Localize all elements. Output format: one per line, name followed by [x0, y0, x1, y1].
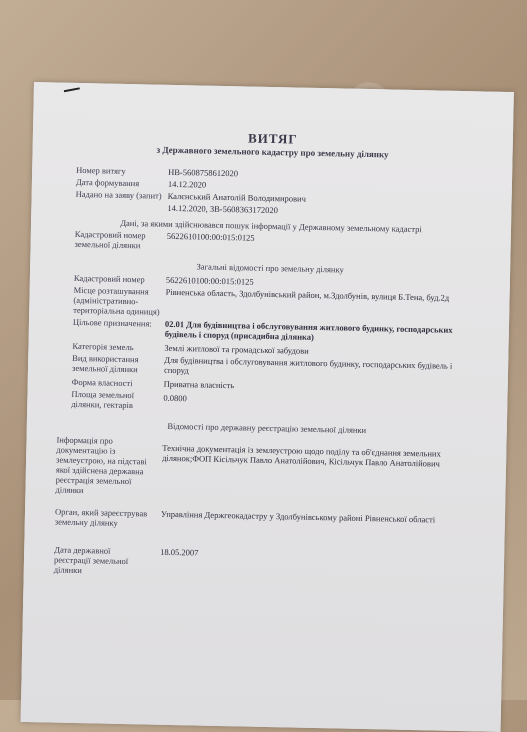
pen-mark — [64, 87, 80, 92]
cad-search-label: Кадастровий номер земельної ділянки — [74, 228, 146, 251]
document-title: ВИТЯГ — [247, 130, 298, 147]
use-label: Вид використання земельної ділянки — [71, 352, 139, 375]
purpose-label: Цільове призначення: — [72, 316, 152, 329]
purpose-value: 02.01 Для будівництва і обслуговування житлового будинку, господарських будівель і споруд (присадибна ділянка) — [164, 318, 453, 342]
search-section-header: Дані, за якими здійснювався пошук інформації у Державному земельному кадастрі — [120, 217, 422, 235]
authority-value: Управління Держгеокадастру у Здолбунівському районі Рівненської області — [160, 508, 436, 525]
date-label: Дата формування — [75, 176, 140, 189]
ownership-label: Форма власності — [71, 376, 133, 389]
request-name: Калєнський Анатолій Володимирович — [167, 190, 307, 204]
category-label: Категорія земель — [72, 340, 134, 353]
cad-search-value: 5622610100:00:015:0125 — [166, 230, 255, 243]
docs-label: Інформація про документацію із землеустрою, на підставі якої здійснена державна реєстрація земельної ділянки — [55, 434, 147, 496]
cad-label: Кадастровий номер — [73, 272, 145, 285]
area-value: 0.0800 — [163, 392, 187, 404]
general-section-header: Загальні відомості про земельну ділянку — [196, 261, 344, 275]
request-label: Надано на заяву (запит) — [75, 188, 162, 201]
document-page — [21, 82, 514, 732]
ownership-value: Приватна власність — [163, 378, 235, 391]
authority-label: Орган, який зареєстрував земельну ділянку — [54, 506, 148, 528]
cad-value: 5622610100:00:015:0125 — [165, 274, 254, 287]
docs-value: Технічна документація із землеустрою щодо поділу та об'єднання земельних ділянок;ФОП Кісільчук Павло Анатолійович, Кісільчук Павло Анатолійович — [162, 442, 441, 469]
document-subtitle: з Державного земельного кадастру про земельну ділянку — [156, 144, 389, 160]
registration-section-header: Відомості про державну реєстрацію земельної ділянки — [167, 420, 367, 436]
use-value: Для будівництва і обслуговування житлового будинку, господарських будівель і споруд — [163, 354, 453, 376]
request-ref: 14.12.2020, ЗВ-5608363172020 — [167, 202, 278, 216]
reg-date-value: 18.05.2007 — [160, 546, 199, 558]
category-value: Землі житлової та громадської забудови — [164, 342, 309, 356]
location-value: Рівненська область, Здолбунівський район, м.Здолбунів, вулиця Б.Тена, буд.2д — [165, 286, 450, 303]
location-label: Місце розташування (адміністративно-територіальна одиниця) — [73, 284, 160, 317]
reg-date-label: Дата державної реєстрації земельної ділянки — [53, 544, 129, 576]
extract-no-value: НВ-5608758612020 — [168, 166, 239, 179]
extract-no-label: Номер витягу — [76, 164, 126, 176]
area-label: Площа земельної ділянки, гектарів — [71, 388, 135, 411]
date-value: 14.12.2020 — [167, 178, 207, 190]
